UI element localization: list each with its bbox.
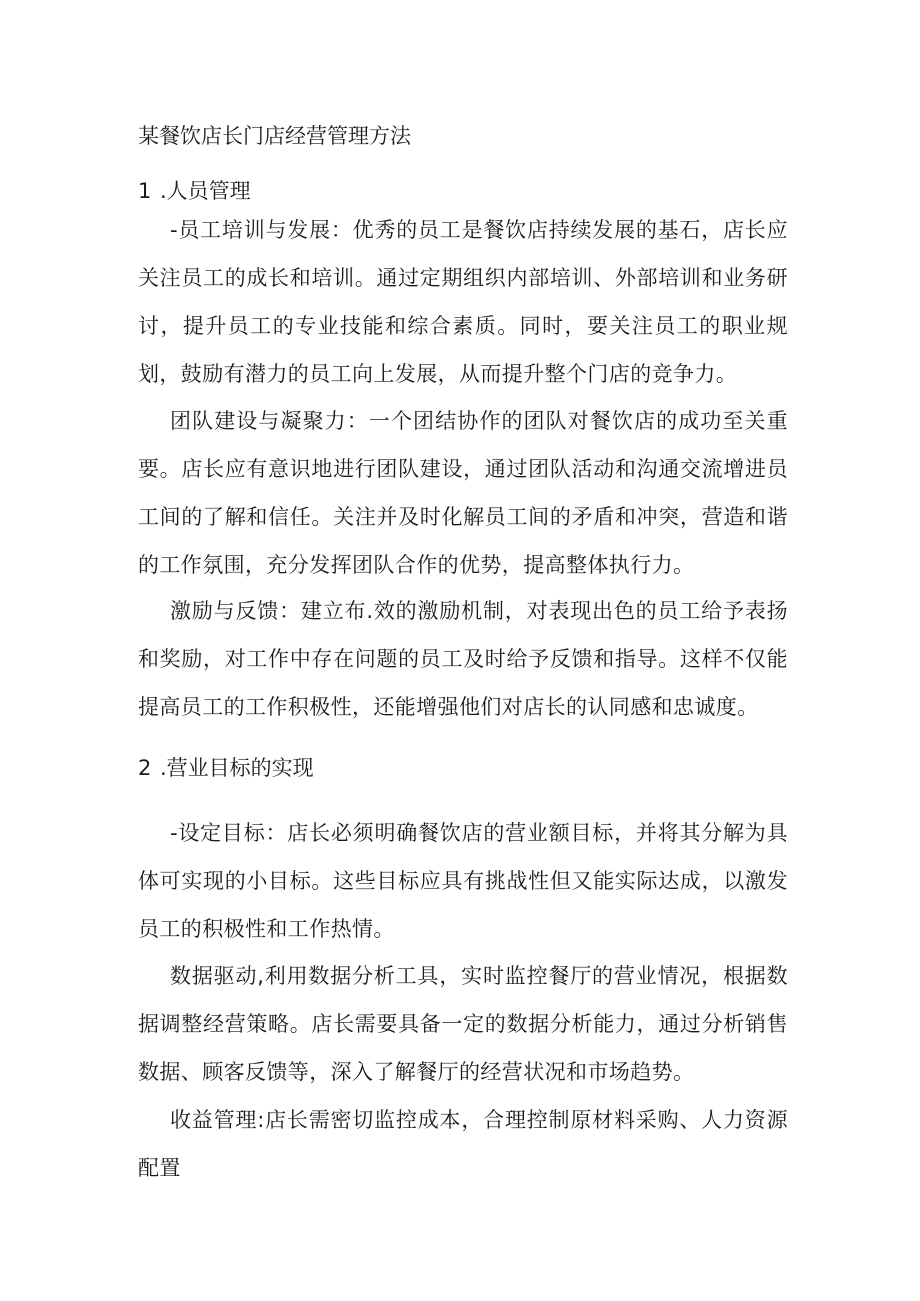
document-title: 某餐饮店长门店经营管理方法	[138, 124, 411, 148]
section-number: 2	[138, 756, 152, 780]
paragraph-data-driven: 数据驱动,利用数据分析工具，实时监控餐厅的营业情况，根据数据调整经营策略。店长需要具备一定的数据分析能力，通过分析销售数据、顾客反馈等，深入了解餐厅的经营状况和市场趋势。	[138, 964, 788, 1084]
paragraph-incentive-feedback: 激励与反馈：建立布.效的激励机制，对表现出色的员工给予表扬和奖励，对工作中存在问题的员工及时给予反馈和指导。这样不仅能提高员工的工作积极性，还能增强他们对店长的认同感和忠诚度。	[138, 599, 788, 719]
section-heading-personnel	[138, 176, 251, 206]
section-title: .人员管理	[160, 179, 251, 203]
paragraph-set-goals: -设定目标：店长必须明确餐饮店的营业额目标，并将其分解为具体可实现的小目标。这些目标应具有挑战性但又能实际达成，以激发员工的积极性和工作热情。	[138, 821, 788, 941]
paragraph-revenue-management: 收益管理:店长需密切监控成本，合理控制原材料采购、人力资源配置	[138, 1108, 788, 1180]
section-title: .营业目标的实现	[160, 756, 314, 780]
section-heading-business-goals	[138, 753, 314, 783]
section-number: 1	[138, 179, 152, 203]
paragraph-team-building: 团队建设与凝聚力：一个团结协作的团队对餐饮店的成功至关重要。店长应有意识地进行团队建设，通过团队活动和沟通交流增进员工间的了解和信任。关注并及时化解员工间的矛盾和冲突，营造和谐的工作氛围，充分发挥团队合作的优势，提高整体执行力。	[138, 409, 788, 577]
paragraph-staff-training: -员工培训与发展：优秀的员工是餐饮店持续发展的基石，店长应关注员工的成长和培训。通过定期组织内部培训、外部培训和业务研讨，提升员工的专业技能和综合素质。同时，要关注员工的职业规划，鼓励有潜力的员工向上发展，从而提升整个门店的竞争力。	[138, 218, 788, 386]
